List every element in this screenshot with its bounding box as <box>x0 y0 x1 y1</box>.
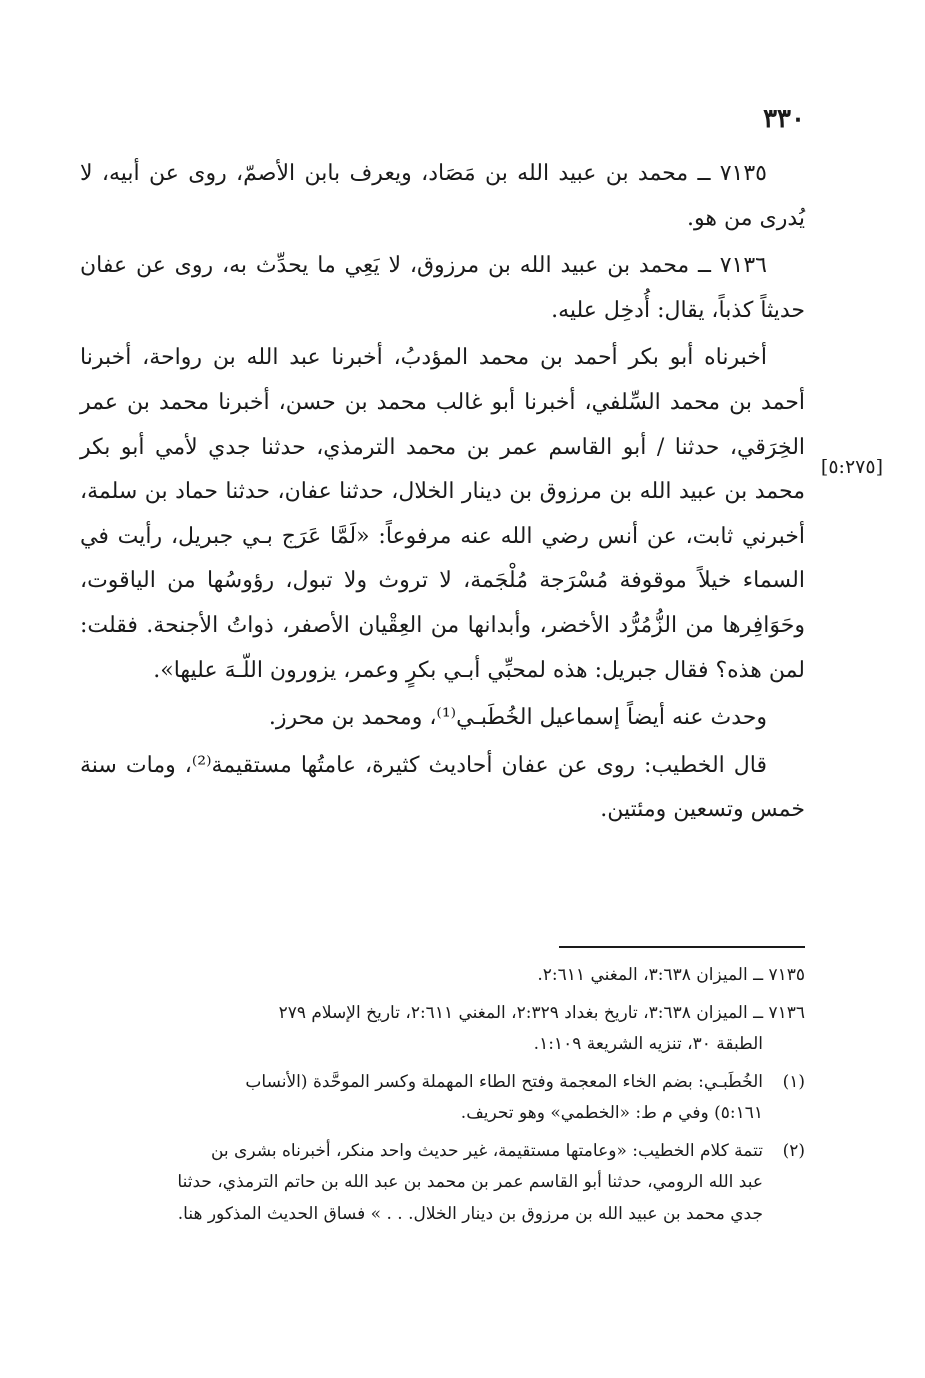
narrators-paragraph <box>80 696 805 741</box>
footnotes <box>80 960 805 1236</box>
text-line: سنة خمس وتسعين ومئتين. <box>80 752 805 823</box>
footnote-line: ٧١٣٦ ــ الميزان ٣:٦٣٨، تاريخ بغداد ٢:٣٢٩، المغني ٢:٦١١، تاريخ الإسلام ٢٧٩ <box>278 1002 805 1023</box>
footnote-line: ٧١٣٥ ــ الميزان ٣:٦٣٨، المغني ٢:٦١١. <box>537 965 805 985</box>
hadith-paragraph <box>80 336 805 693</box>
text-line: جدي لأمي أبو بكر محمد بن عبيد الله بن مرزوق بن دينار الخلال، حدثنا <box>80 434 805 505</box>
footnote-marker: (١) <box>782 1071 805 1092</box>
footnote-source-7135 <box>80 960 805 992</box>
footnote-line: تتمة كلام الخطيب: «وعامتها مستقيمة، غير حديث واحد منكر، أخبرناه بشرى بن <box>210 1140 763 1161</box>
footnote-line: الطبقة ٣٠، تنزيه الشريعة ١:١٠٩. <box>533 1034 763 1054</box>
page-number: ٣٣٠ <box>763 104 805 134</box>
text-line: ٧١٣٦ ــ محمد بن عبيد الله بن مرزوق، لا يَعِي ما يحدِّث به، روى عن <box>135 253 767 279</box>
text-line: قال الخطيب: روى عن عفان أحاديث كثيرة، عامتُها مستقيمة⁽²⁾، ومات <box>125 752 767 778</box>
text-line: أخبرنا أحمد بن محمد السِّلفي، أخبرنا أبو غالب محمد بن حسن، أخبرنا <box>80 345 806 415</box>
text-line: أبيه، لا يُدرى من هو. <box>80 161 805 231</box>
text-line: محمد بن عمر الخِرَقي، حدثنا / أبو القاسم عمر بن محمد الترمذي، حدثنا <box>80 389 806 460</box>
footnote-1 <box>80 1067 805 1130</box>
footnote-source-7136 <box>80 998 805 1061</box>
text-line: عفان حديثاً كذباً، يقال: أُدخِل عليه. <box>80 253 805 323</box>
entry-7135 <box>80 152 805 241</box>
main-text <box>80 152 805 836</box>
footnote-divider <box>559 946 805 948</box>
text-line: عفان، حدثنا حماد بن سلمة، أخبرني ثابت، عن أنس رضي الله عنه مرفوعاً: <box>80 479 805 549</box>
text-line: وحدث عنه أيضاً إسماعيل الخُطَبـي⁽¹⁾، ومحمد بن محرز. <box>268 705 767 731</box>
footnote-line: عبد الله الرومي، حدثنا أبو القاسم عمر بن محمد بن عبد الله بن حاتم الترمذي، حدثنا <box>177 1172 763 1192</box>
footnote-body <box>80 1067 763 1130</box>
text-line: أخبرناه أبو بكر أحمد بن محمد المؤدبُ، أخبرنا عبد الله بن رواحة، <box>142 345 768 371</box>
footnote-2 <box>80 1136 805 1231</box>
khatib-paragraph <box>80 744 805 833</box>
entry-7136 <box>80 244 805 333</box>
footnote-body <box>80 1136 763 1231</box>
text-line: أبـي بكرٍ وعمر، يزورون اللّـهَ عليها». <box>153 657 481 683</box>
footnote-line: ٥:١٦١) وفي م ط: «الخطمي» وهو تحريف. <box>460 1103 763 1123</box>
text-line: «لَمَّا عَرَج بـي جبريل، رأيت في السماء خيلاً موقوفة مُسْرَجة مُلْجَمة، لا تروث <box>80 523 805 594</box>
margin-reference: [٥:٢٧٥] <box>820 456 883 478</box>
text-line: ٧١٣٥ ــ محمد بن عبيد الله بن مَصَاد، ويعرف بابن الأصمّ، روى عن <box>149 161 767 186</box>
footnote-line: الخُطَبـي: بضم الخاء المعجمة وفتح الطاء المهملة وكسر الموحَّدة (الأنساب <box>245 1071 763 1092</box>
footnote-line: جدي محمد بن عبيد الله بن مرزوق بن دينار الخلال. . . » فساق الحديث المذكور هنا. <box>177 1203 763 1224</box>
text-line: ولا تبول، رؤوسُها من الياقوت، وحَوَافِرها من الزُّمُرُّد الأخضر، وأبدانها من <box>80 568 805 638</box>
footnote-marker: (٢) <box>782 1140 805 1161</box>
text-line: العِقْيان الأصفر، ذواتُ الأجنحة. فقلت: لمن هذه؟ فقال جبريل: هذه لمحبِّي <box>80 612 805 683</box>
